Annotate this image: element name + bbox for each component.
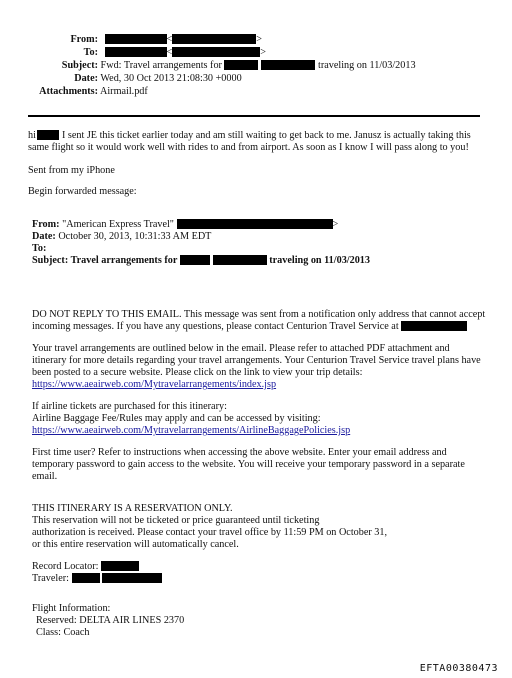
fwd-from-label: From: [32,219,60,230]
begin-forwarded: Begin forwarded message: [28,186,137,197]
greeting: hi [28,130,36,141]
header-date-label: Date: [74,73,98,84]
notice-text: incoming messages. If you have any questions, please contact Centurion Travel Service at [32,321,399,332]
body-line-2: same flight so it would work well with rides to and from airport. As soon as I know I will pass along to you! [28,142,469,153]
header-date-row [0,73,242,85]
header-attachments-label: Attachments: [39,86,98,97]
fwd-from-value: "American Express Travel" [62,219,174,230]
reservation-line-2: This reservation will not be ticketed or price guaranteed until ticketing [32,515,320,526]
fwd-subject-suffix: traveling on 11/03/2013 [269,255,370,266]
fwd-to-row [32,243,46,255]
fwd-date-row [32,231,211,243]
body-text: I sent JE this ticket earlier today and am still waiting to get back to me. Janusz is actually taking this [61,130,471,141]
redaction [261,60,315,70]
fwd-subject-label: Subject: [32,255,69,266]
body-line-1 [28,130,471,142]
header-to-label: To: [83,47,98,58]
redaction [213,255,267,265]
arrangements-line-1: Your travel arrangements are outlined below in the email. Please refer to attached PDF attachment and [32,343,450,354]
header-to-row: To: < > [0,47,266,59]
fwd-from-row: From: "American Express Travel" > [32,219,339,230]
baggage-line-1: If airline tickets are purchased for this itinerary: [32,401,227,412]
fwd-subject-row [32,255,370,267]
header-date-value: Wed, 30 Oct 2013 21:08:30 +0000 [100,73,242,84]
traveler-label: Traveler: [32,573,69,584]
first-time-line-1: First time user? Refer to instructions when accessing the above website. Enter your email address and [32,447,447,458]
redaction [172,47,260,57]
header-subject-label: Subject: [61,60,98,71]
redaction [37,130,59,140]
flight-reserved: Reserved: DELTA AIR LINES 2370 [36,615,185,626]
header-from-row: From: < > [0,34,262,46]
reservation-line-4: or this entire reservation will automatically cancel. [32,539,239,550]
trip-details-link[interactable]: https://www.aeairweb.com/Mytravelarrangements/index.jsp [32,379,277,390]
header-subject-suffix: traveling on 11/03/2013 [318,60,416,71]
header-attachments-value[interactable]: Airmail.pdf [99,86,148,97]
header-subject-text: Fwd: Travel arrangements for [100,60,222,71]
baggage-policies-link[interactable]: https://www.aeairweb.com/Mytravelarrangements/AirlineBaggagePolicies.jsp [32,425,351,436]
redaction [105,34,167,44]
reservation-line-1: THIS ITINERARY IS A RESERVATION ONLY. [32,503,233,514]
document-id: EFTA00380473 [419,663,498,674]
first-time-line-2: temporary password to gain access to the website. You will receive your temporary password in a separate [32,459,465,470]
redaction [105,47,167,57]
reservation-line-3: authorization is received. Please contact your travel office by 11:59 PM on October 31, [32,527,388,538]
record-locator-row [32,561,139,573]
first-time-line-3: email. [32,471,58,482]
redaction [224,60,258,70]
header-attachments-row [0,86,148,98]
redaction [101,561,139,571]
redaction [180,255,210,265]
header-divider [28,115,480,117]
redaction [72,573,100,583]
record-locator-label: Record Locator: [32,561,99,572]
flight-class: Class: Coach [36,627,90,638]
redaction [172,34,256,44]
notice-line-2 [32,321,467,333]
flight-title: Flight Information: [32,603,111,614]
redaction [102,573,162,583]
redaction [401,321,467,331]
redaction [177,219,333,229]
traveler-row [32,573,162,585]
header-subject-row [0,60,416,72]
fwd-date-label: Date: [32,231,56,242]
arrangements-line-3: been posted to a secure website. Please click on the link to view your trip details: [32,367,363,378]
header-from-label: From: [70,34,98,45]
fwd-to-label: To: [32,243,47,254]
fwd-subject-text: Travel arrangements for [70,255,178,266]
notice-line-1: DO NOT REPLY TO THIS EMAIL. This message was sent from a notification only address that cannot accept [32,309,486,320]
sent-from: Sent from my iPhone [28,165,115,176]
arrangements-link-row [32,379,276,391]
arrangements-line-2: itinerary for more details regarding your travel arrangements. Your Centurion Travel Service travel plans have [32,355,481,366]
fwd-date-value: October 30, 2013, 10:31:33 AM EDT [58,231,212,242]
baggage-line-2: Airline Baggage Fee/Rules may apply and can be accessed by visiting: [32,413,321,424]
baggage-link-row [32,425,350,437]
